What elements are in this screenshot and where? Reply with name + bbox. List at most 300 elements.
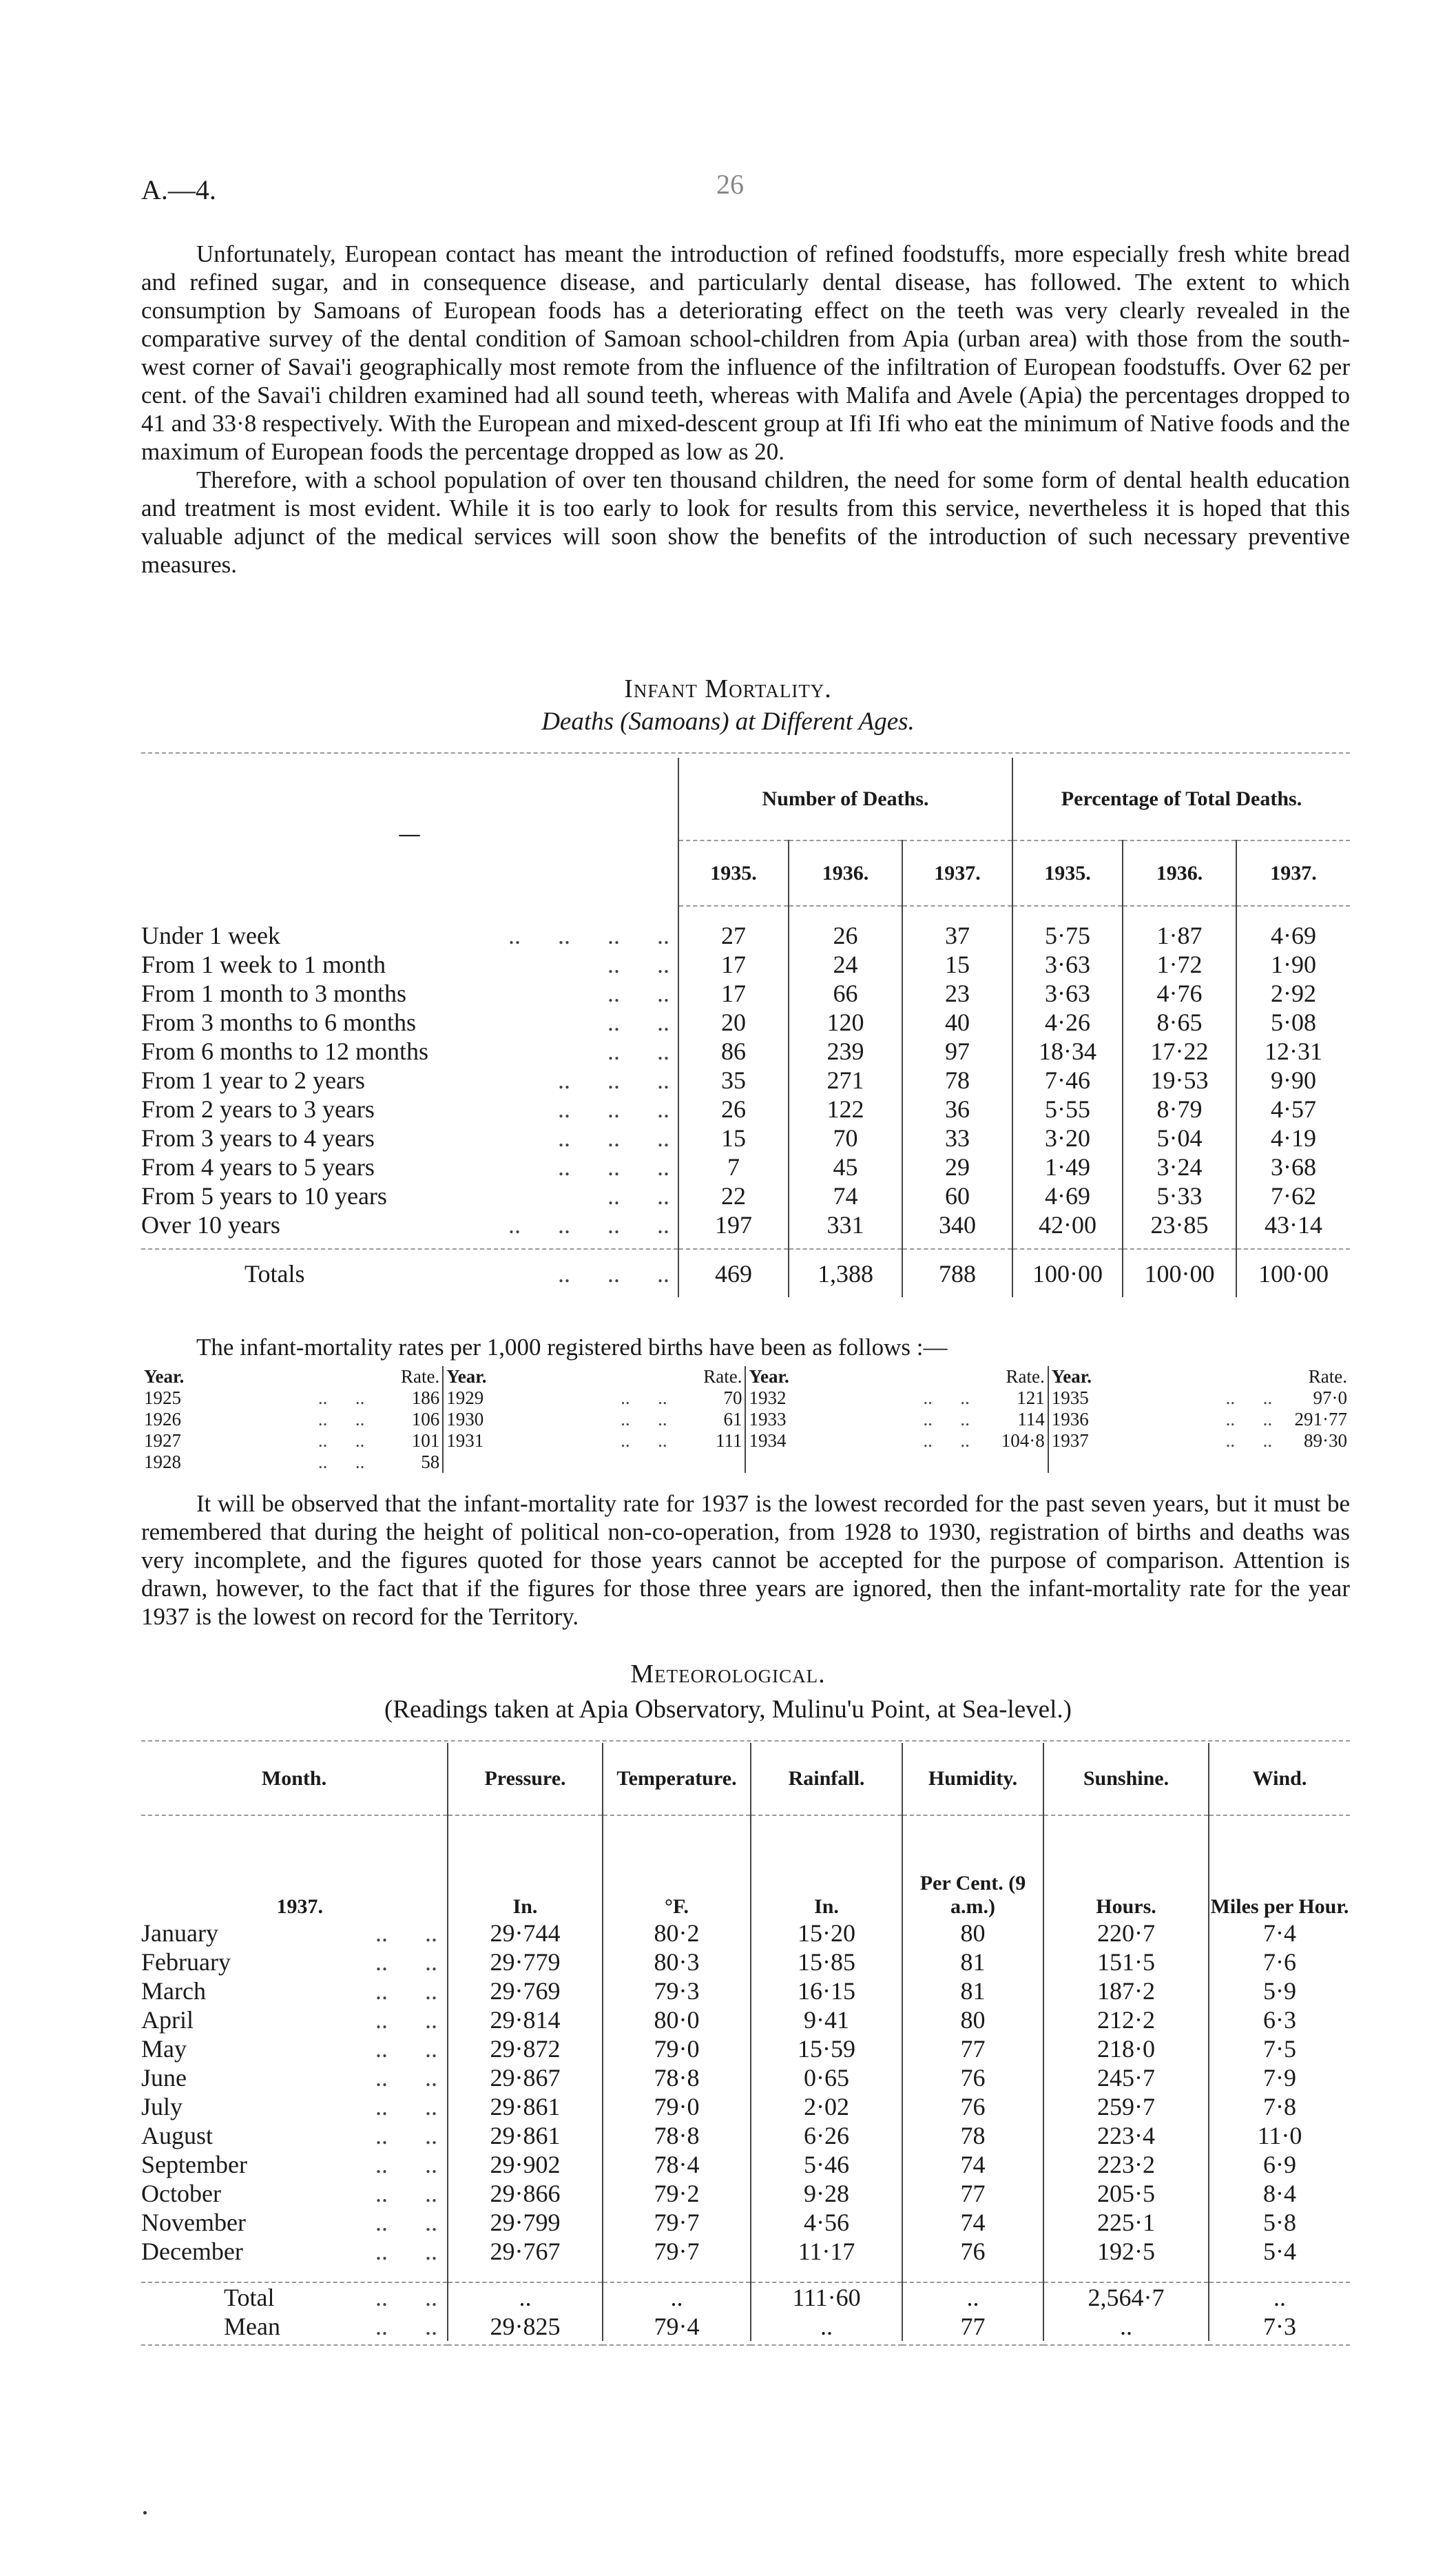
deaths-value: 60	[902, 1181, 1012, 1210]
rate-value: 70	[670, 1387, 746, 1409]
deaths-value: 70	[789, 1124, 902, 1153]
met-value-1: ..	[603, 2282, 751, 2312]
age-group-cell	[141, 1124, 678, 1153]
age-row	[141, 1066, 1350, 1095]
met-value-3: 81	[902, 1976, 1043, 2005]
month-cell	[141, 2121, 448, 2150]
deaths-value: 35	[678, 1066, 789, 1095]
age-group-label: Under 1 week	[141, 922, 280, 949]
rate-year: 1927	[144, 1430, 181, 1451]
percent-value: 8·65	[1123, 1008, 1236, 1037]
meteorological-subtitle: (Readings taken at Apia Observatory, Mulinu'u Point, at Sea-level.)	[384, 1695, 1072, 1724]
age-group-label: From 2 years to 3 years	[141, 1095, 375, 1123]
leader-dots: .. ..	[375, 2284, 437, 2311]
deaths-value: 33	[902, 1124, 1012, 1153]
met-value-4: 192·5	[1043, 2237, 1209, 2266]
met-value-4: 259·7	[1043, 2092, 1209, 2121]
met-value-0: 29·769	[448, 1976, 603, 2005]
infant-mortality-rates	[141, 1366, 1350, 1473]
met-value-0: ..	[448, 2282, 603, 2312]
age-group-cell	[141, 1210, 678, 1239]
age-row	[141, 950, 1350, 979]
rate-year: 1936	[1051, 1409, 1089, 1429]
month-row	[141, 2005, 1350, 2034]
met-header-3: Rainfall.	[751, 1743, 902, 1815]
rate-year: 1929	[446, 1387, 484, 1408]
month-label: April	[141, 2006, 194, 2034]
rate-year: 1930	[446, 1409, 484, 1429]
intro-paragraph-1: Unfortunately, European contact has meant the introduction of refined foodstuffs, more especially fresh white bread and refined sugar, and in consequence disease, and particularly dental disease, has followed. The extent to which consumption by Samoans of European foods has a deteriorating effect on the teeth was very clearly revealed in the comparative survey of the dental condition of Samoan school-children from Apia (urban area) with those from the south-west corner of Savai'i geographically most remote from the influence of the infiltration of European foodstuffs. Over 62 per cent. of the Savai'i children examined had all sound teeth, whereas with Malifa and Avele (Apia) the percentages dropped to 41 and 33·8 respectively. With the European and mixed-descent group at Ifi Ifi who eat the minimum of Native foods and the maximum of European foods the percentage dropped as low as 20.	[141, 240, 1350, 465]
met-value-0: 29·825	[448, 2312, 603, 2341]
year-header-1935-percent: 1935.	[1012, 840, 1123, 906]
age-row	[141, 1037, 1350, 1066]
rates-intro-wrap	[141, 1333, 1350, 1361]
met-value-5: ..	[1209, 2282, 1350, 2312]
age-group-cell	[141, 1037, 678, 1066]
deaths-value: 340	[902, 1210, 1012, 1239]
month-row	[141, 2063, 1350, 2092]
rate-year: 1928	[144, 1452, 181, 1472]
rates-rate-header: Rate.	[973, 1366, 1048, 1387]
deaths-value: 331	[789, 1210, 902, 1239]
meteorological-title: Meteorological.	[630, 1660, 826, 1689]
year-header-1937-deaths: 1937.	[902, 840, 1012, 906]
rate-year: 1932	[749, 1387, 787, 1408]
rates-rate-header: Rate.	[1308, 1366, 1347, 1387]
month-cell	[141, 2282, 448, 2312]
age-row	[141, 1153, 1350, 1181]
month-label: October	[141, 2180, 221, 2207]
met-value-2: 16·15	[751, 1976, 902, 2005]
deaths-value: 239	[789, 1037, 902, 1066]
month-cell	[141, 2092, 448, 2121]
month-label: September	[141, 2151, 247, 2178]
percent-value: 4·26	[1012, 1008, 1123, 1037]
rates-row	[141, 1452, 1350, 1473]
rates-dots-header	[1131, 1366, 1276, 1387]
month-label: July	[141, 2093, 183, 2120]
observation-wrap	[141, 1489, 1350, 1631]
month-label: August	[141, 2122, 214, 2149]
mean-row	[141, 2312, 1350, 2341]
met-value-1: 78·8	[603, 2121, 751, 2150]
deaths-value: 197	[678, 1210, 789, 1239]
met-units-row	[141, 1815, 1350, 1919]
rate-year: 1934	[749, 1430, 787, 1451]
met-header-4: Humidity.	[902, 1743, 1043, 1815]
percent-value: 4·69	[1012, 1181, 1123, 1210]
intro-text	[141, 240, 1350, 579]
met-value-3: 77	[902, 2179, 1043, 2208]
rate-year: 1926	[144, 1409, 181, 1429]
percent-value: 3·63	[1012, 950, 1123, 979]
rate-leader: .. ..	[923, 1430, 970, 1451]
met-value-2: 15·59	[751, 2034, 902, 2063]
month-row	[141, 2150, 1350, 2179]
age-row	[141, 1095, 1350, 1124]
leader-dots: .. ..	[375, 1919, 437, 1947]
rates-row	[141, 1387, 1350, 1409]
met-value-0: 29·861	[448, 2121, 603, 2150]
percent-value: 1·87	[1123, 921, 1236, 950]
percent-value: 5·04	[1123, 1124, 1236, 1153]
met-value-3: 80	[902, 1919, 1043, 1948]
rates-row	[141, 1430, 1350, 1452]
infant-mortality-title: Infant Mortality.	[624, 674, 832, 703]
leader-dots: .. .. ..	[558, 1066, 669, 1094]
rate-value: 104·8	[973, 1430, 1048, 1452]
met-value-5: 7·6	[1263, 1948, 1296, 1976]
age-group-cell	[141, 1066, 678, 1095]
print-mark	[143, 2511, 147, 2515]
age-group-label: Over 10 years	[141, 1211, 280, 1239]
met-value-3: 74	[902, 2150, 1043, 2179]
met-value-4: 245·7	[1043, 2063, 1209, 2092]
deaths-value: 120	[789, 1008, 902, 1037]
deaths-value: 29	[902, 1153, 1012, 1181]
percent-value: 9·90	[1271, 1066, 1316, 1094]
month-label: May	[141, 2035, 187, 2063]
year-header-1936-deaths: 1936.	[789, 840, 902, 906]
met-year: 1937.	[141, 1815, 448, 1919]
percent-value: 42·00	[1012, 1210, 1123, 1239]
deaths-value: 45	[789, 1153, 902, 1181]
percent-value: 100·00	[1123, 1249, 1236, 1297]
percent-value: 7·62	[1271, 1182, 1316, 1210]
month-label: Total	[224, 2284, 275, 2311]
leader-dots: .. ..	[375, 2035, 437, 2063]
month-label: June	[141, 2064, 187, 2092]
deaths-value: 97	[902, 1037, 1012, 1066]
spacer-row	[141, 2266, 1350, 2282]
rate-leader: .. ..	[923, 1409, 970, 1429]
rate-year: 1935	[1051, 1387, 1089, 1408]
leader-dots: .. ..	[375, 2093, 437, 2120]
met-value-2: 15·20	[751, 1919, 902, 1948]
month-cell	[141, 2208, 448, 2237]
age-row	[141, 1210, 1350, 1239]
met-value-4: 212·2	[1043, 2005, 1209, 2034]
met-value-1: 79·0	[603, 2092, 751, 2121]
leader-dots: .. ..	[375, 2122, 437, 2149]
met-value-1: 79·7	[603, 2208, 751, 2237]
met-value-2: 111·60	[751, 2282, 902, 2312]
total-row	[141, 2282, 1350, 2312]
page-number: 26	[716, 169, 744, 200]
month-cell	[141, 1948, 448, 1976]
percent-value: 100·00	[1236, 1249, 1350, 1297]
rate-value: 58	[367, 1452, 443, 1473]
met-value-0: 29·767	[448, 2237, 603, 2266]
percent-value: 3·20	[1012, 1124, 1123, 1153]
spacer-row	[141, 1239, 1350, 1249]
deaths-value: 1,388	[789, 1249, 902, 1297]
percent-value: 1·90	[1271, 951, 1316, 978]
met-unit-2: In.	[751, 1815, 902, 1919]
met-value-5: 7·9	[1263, 2064, 1296, 2092]
age-group-label: Totals	[245, 1259, 305, 1288]
age-group-label: From 6 months to 12 months	[141, 1037, 429, 1065]
rates-rate-header: Rate.	[670, 1366, 746, 1387]
leader-dots: .. ..	[607, 1037, 669, 1065]
percent-value: 5·75	[1012, 921, 1123, 950]
rates-year-header: Year.	[749, 1366, 789, 1387]
met-table-body	[141, 1919, 1350, 2345]
met-value-5: 7·3	[1263, 2313, 1296, 2340]
met-value-0: 29·861	[448, 2092, 603, 2121]
percent-value: 19·53	[1123, 1066, 1236, 1095]
deaths-value: 36	[902, 1095, 1012, 1124]
age-group-cell	[141, 950, 678, 979]
rate-leader: .. ..	[1225, 1387, 1273, 1408]
deaths-value: 17	[678, 979, 789, 1008]
met-value-2: 6·26	[751, 2121, 902, 2150]
met-value-2: 0·65	[751, 2063, 902, 2092]
percent-value: 4·76	[1123, 979, 1236, 1008]
month-cell	[141, 1919, 448, 1948]
percent-value: 2·92	[1271, 980, 1316, 1007]
met-header-5: Sunshine.	[1043, 1743, 1209, 1815]
month-label: January	[141, 1919, 218, 1947]
month-cell	[141, 2005, 448, 2034]
deaths-value: 15	[678, 1124, 789, 1153]
met-value-1: 80·3	[603, 1948, 751, 1976]
deaths-value: 15	[902, 950, 1012, 979]
deaths-value: 86	[678, 1037, 789, 1066]
met-value-2: ..	[751, 2312, 902, 2341]
met-value-0: 29·814	[448, 2005, 603, 2034]
met-value-5: 7·8	[1263, 2093, 1296, 2120]
rate-value: 89·30	[1304, 1430, 1347, 1451]
met-value-5: 7·4	[1263, 1919, 1296, 1947]
met-unit-4: Hours.	[1043, 1815, 1209, 1919]
leader-dots: .. ..	[607, 951, 669, 978]
rate-leader: .. ..	[621, 1387, 667, 1408]
rate-value: 101	[367, 1430, 443, 1452]
leader-dots: .. ..	[375, 1948, 437, 1976]
year-header-1935-deaths: 1935.	[678, 840, 789, 906]
age-group-label: From 4 years to 5 years	[141, 1153, 375, 1181]
month-label: Mean	[224, 2313, 280, 2340]
month-row	[141, 2208, 1350, 2237]
met-value-4: 223·4	[1043, 2121, 1209, 2150]
rates-year-header: Year.	[446, 1366, 487, 1387]
met-value-0: 29·872	[448, 2034, 603, 2063]
rate-value: 106	[367, 1409, 443, 1430]
rate-year	[745, 1452, 828, 1473]
leader-dots: .. ..	[607, 1009, 669, 1036]
rate-value	[1275, 1452, 1350, 1473]
met-value-0: 29·744	[448, 1919, 603, 1948]
month-row	[141, 1948, 1350, 1976]
month-label: November	[141, 2209, 246, 2236]
age-group-cell	[141, 979, 678, 1008]
rates-year-header: Year.	[1051, 1366, 1092, 1387]
met-value-1: 79·2	[603, 2179, 751, 2208]
rate-leader: .. ..	[1225, 1409, 1273, 1429]
rate-year	[1048, 1452, 1131, 1473]
deaths-value: 22	[678, 1181, 789, 1210]
rate-leader	[1131, 1452, 1276, 1473]
met-value-4: 223·2	[1043, 2150, 1209, 2179]
group-percentage: Percentage of Total Deaths.	[1012, 758, 1350, 840]
rate-leader: .. ..	[621, 1430, 667, 1451]
month-cell	[141, 2179, 448, 2208]
met-value-1: 79·7	[603, 2237, 751, 2266]
leader-dots: .. ..	[375, 2238, 437, 2265]
percent-value: 4·19	[1271, 1124, 1316, 1152]
rate-value: 186	[367, 1387, 443, 1409]
met-value-1: 78·8	[603, 2063, 751, 2092]
deaths-value: 23	[902, 979, 1012, 1008]
percent-value: 4·69	[1271, 922, 1316, 949]
percent-value: 4·57	[1271, 1095, 1316, 1123]
percent-value: 1·49	[1012, 1153, 1123, 1181]
rates-rate-header: Rate.	[367, 1366, 443, 1387]
deaths-value: 66	[789, 979, 902, 1008]
month-row	[141, 2121, 1350, 2150]
met-value-3: 74	[902, 2208, 1043, 2237]
deaths-value: 24	[789, 950, 902, 979]
age-group-label: From 3 months to 6 months	[141, 1009, 417, 1036]
rate-year: 1931	[446, 1430, 484, 1451]
met-value-4: 225·1	[1043, 2208, 1209, 2237]
percent-value: 5·55	[1012, 1095, 1123, 1124]
met-value-3: 76	[902, 2237, 1043, 2266]
deaths-value: 469	[678, 1249, 789, 1297]
percent-value: 5·08	[1271, 1009, 1316, 1036]
observation-paragraph: It will be observed that the infant-mortality rate for 1937 is the lowest recorded for the past seven years, but it must be remembered that during the height of political non-co-operation, from 1928 to 1930, registration of births and deaths was very incomplete, and the figures quoted for those years cannot be accepted for the purpose of comparison. Attention is drawn, however, to the fact that if the figures for those three years are ignored, then the infant-mortality rate for the year 1937 is the lowest on record for the Territory.	[141, 1490, 1350, 1630]
rate-value: 114	[973, 1409, 1048, 1430]
met-header-0: Month.	[141, 1743, 448, 1815]
rate-year: 1937	[1051, 1430, 1089, 1451]
deaths-value: 271	[789, 1066, 902, 1095]
rate-leader	[828, 1452, 973, 1473]
percent-value: 43·14	[1265, 1211, 1322, 1239]
met-value-0: 29·779	[448, 1948, 603, 1976]
rates-year-header: Year.	[144, 1366, 185, 1387]
age-group-label: From 1 week to 1 month	[141, 951, 386, 978]
rate-value: 121	[973, 1387, 1048, 1409]
month-cell	[141, 2034, 448, 2063]
rate-leader: .. ..	[318, 1387, 365, 1408]
month-label: March	[141, 1977, 206, 2005]
met-value-1: 80·2	[603, 1919, 751, 1948]
age-group-cell	[141, 1153, 678, 1181]
group-number-of-deaths: Number of Deaths.	[678, 758, 1012, 840]
rate-value: 97·0	[1313, 1387, 1347, 1408]
age-row	[141, 921, 1350, 950]
met-unit-3: Per Cent. (9 a.m.)	[902, 1815, 1043, 1919]
met-value-2: 9·41	[751, 2005, 902, 2034]
met-value-2: 15·85	[751, 1948, 902, 1976]
age-group-cell	[141, 1095, 678, 1124]
month-row	[141, 2034, 1350, 2063]
rate-value: 61	[670, 1409, 746, 1430]
percent-value: 3·24	[1123, 1153, 1236, 1181]
deaths-value: 788	[902, 1249, 1012, 1297]
age-group-label: From 1 month to 3 months	[141, 980, 407, 1007]
rate-year: 1925	[144, 1387, 181, 1408]
rate-year	[443, 1452, 526, 1473]
rate-leader: .. ..	[318, 1409, 365, 1429]
age-group-label: From 5 years to 10 years	[141, 1182, 387, 1210]
month-cell	[141, 2312, 448, 2341]
met-value-2: 5·46	[751, 2150, 902, 2179]
met-value-0: 29·799	[448, 2208, 603, 2237]
deaths-value: 40	[902, 1008, 1012, 1037]
leader-dots: .. ..	[607, 980, 669, 1007]
met-value-4: 2,564·7	[1043, 2282, 1209, 2312]
percent-value: 1·72	[1123, 950, 1236, 979]
percent-value: 17·22	[1123, 1037, 1236, 1066]
meteorological-table	[141, 1743, 1350, 2346]
totals-row	[141, 1249, 1350, 1297]
rate-leader: .. ..	[923, 1387, 970, 1408]
deaths-value: 37	[902, 921, 1012, 950]
met-value-3: 77	[902, 2034, 1043, 2063]
met-value-4: 205·5	[1043, 2179, 1209, 2208]
met-value-3: 80	[902, 2005, 1043, 2034]
month-row	[141, 2179, 1350, 2208]
percent-value: 7·46	[1012, 1066, 1123, 1095]
rate-value: 111	[670, 1430, 746, 1452]
month-cell	[141, 2063, 448, 2092]
age-row	[141, 1124, 1350, 1153]
percent-value: 100·00	[1012, 1249, 1123, 1297]
met-value-1: 80·0	[603, 2005, 751, 2034]
percent-value: 8·79	[1123, 1095, 1236, 1124]
met-value-1: 78·4	[603, 2150, 751, 2179]
met-value-3: ..	[902, 2282, 1043, 2312]
met-value-2: 9·28	[751, 2179, 902, 2208]
percent-value: 3·68	[1271, 1153, 1316, 1181]
age-group-cell	[141, 1249, 678, 1297]
age-row	[141, 979, 1350, 1008]
met-header-row	[141, 1743, 1350, 1815]
deaths-value: 17	[678, 950, 789, 979]
deaths-value: 27	[678, 921, 789, 950]
met-value-1: 79·3	[603, 1976, 751, 2005]
leader-dots: .. ..	[375, 2151, 437, 2178]
percent-value: 18·34	[1012, 1037, 1123, 1066]
month-cell	[141, 1976, 448, 2005]
met-value-4: 187·2	[1043, 1976, 1209, 2005]
leader-dots: .. ..	[375, 2006, 437, 2034]
rate-leader: .. ..	[621, 1409, 667, 1429]
met-value-4: 218·0	[1043, 2034, 1209, 2063]
rate-leader: .. ..	[318, 1430, 365, 1451]
age-row	[141, 1008, 1350, 1037]
met-value-0: 29·902	[448, 2150, 603, 2179]
rates-dots-header	[526, 1366, 670, 1387]
met-value-0: 29·866	[448, 2179, 603, 2208]
deaths-value: 7	[678, 1153, 789, 1181]
met-value-3: 76	[902, 2092, 1043, 2121]
rates-row	[141, 1409, 1350, 1430]
month-row	[141, 2092, 1350, 2121]
intro-paragraph-2: Therefore, with a school population of over ten thousand children, the need for some form of dental health education and treatment is most evident. While it is too early to look for results from this service, nevertheless it is hoped that this valuable adjunct of the medical services will soon show the benefits of the introduction of such necessary preventive measures.	[141, 466, 1350, 578]
age-group-label: From 3 years to 4 years	[141, 1124, 375, 1152]
leader-dots: .. ..	[607, 1182, 669, 1210]
age-group-cell	[141, 1008, 678, 1037]
met-value-1: 79·4	[603, 2312, 751, 2341]
spacer-row	[141, 906, 1350, 921]
rate-value	[973, 1452, 1048, 1473]
met-value-2: 11·17	[751, 2237, 902, 2266]
month-row	[141, 2237, 1350, 2266]
age-group-cell	[141, 1181, 678, 1210]
